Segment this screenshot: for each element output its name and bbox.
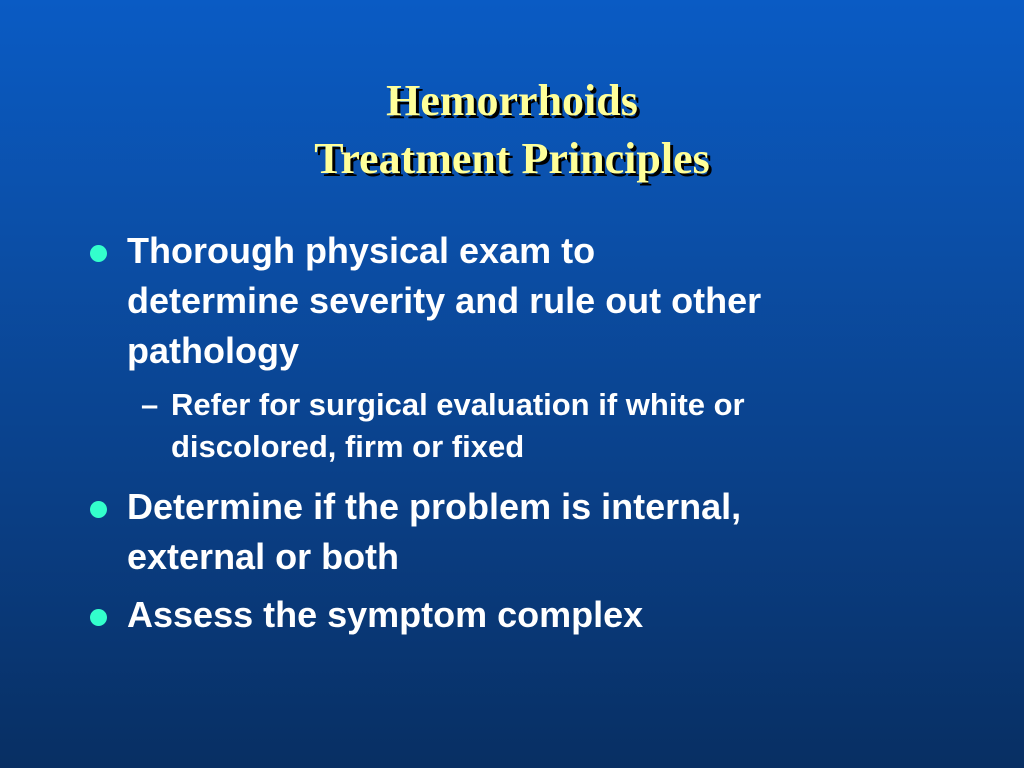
bullet-item-3 — [86, 590, 966, 640]
slide-title — [0, 72, 1024, 188]
bullet-dot-icon — [90, 501, 107, 518]
title-line-2: Treatment Principles — [314, 134, 710, 183]
bullet-dot-icon — [90, 245, 107, 262]
dash-marker: – — [141, 387, 159, 422]
bullet-item-1 — [86, 226, 966, 376]
bullet-1-line-2: determine severity and rule out other — [127, 280, 762, 321]
sub-bullet-line-1: Refer for surgical evaluation if white or — [171, 387, 745, 422]
bullet-2-line-2: external or both — [127, 536, 400, 577]
bullet-1-line-1: Thorough physical exam to — [127, 230, 596, 271]
bullet-item-2 — [86, 482, 966, 582]
bullet-1-line-3: pathology — [127, 330, 299, 371]
sub-bullet-item — [127, 384, 966, 468]
bullet-2-line-1: Determine if the problem is internal, — [127, 486, 742, 527]
bullet-list — [86, 226, 966, 648]
sub-bullet-line-2: discolored, firm or fixed — [171, 429, 525, 464]
bullet-dot-icon — [90, 609, 107, 626]
title-line-1: Hemorrhoids — [386, 76, 638, 125]
bullet-3-line-1: Assess the symptom complex — [127, 594, 644, 635]
